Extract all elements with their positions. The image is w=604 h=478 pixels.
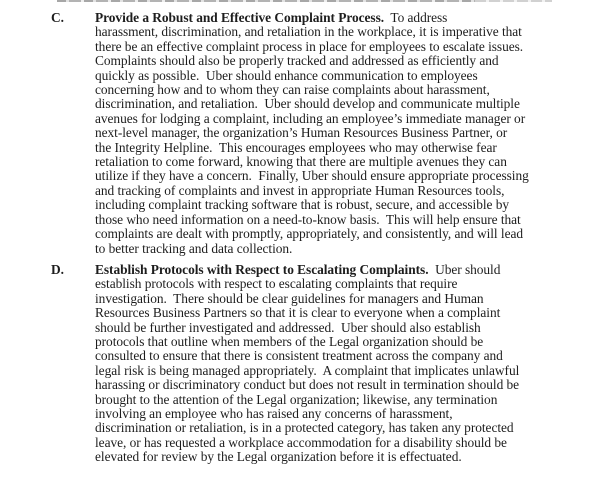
section-d-lines — [95, 277, 598, 464]
document-content — [51, 11, 598, 465]
section-c-lines — [95, 25, 598, 256]
text-line: elevated for review by the Legal organization before it is effectuated. — [95, 449, 462, 465]
section-d — [51, 263, 598, 465]
text-line: retaliation to come forward, knowing that there are multiple avenues they can — [95, 154, 507, 170]
section-d-body — [95, 263, 598, 465]
text-line: Resources Business Partners so that it is clear to everyone when a complaint — [95, 305, 501, 321]
text-line: there be an effective complaint process in place for employees to escalate issues. — [95, 38, 524, 54]
cut-off-text-remnant-dark-segment — [57, 0, 475, 2]
text-line: to better tracking and data collection. — [95, 240, 293, 256]
text-line: harassing or discriminatory conduct but does not result in termination should be — [95, 377, 520, 393]
text-line: should be further investigated and addressed. Uber should also establish — [95, 319, 481, 335]
text-line: Complaints should also be properly tracked and addressed as efficiently and — [95, 53, 499, 69]
text-line: establish protocols with respect to escalating complaints that require — [95, 276, 458, 292]
text-line: next-level manager, the organization’s Human Resources Business Partner, or — [95, 125, 508, 141]
section-c — [51, 11, 598, 256]
section-d-label: D. — [51, 261, 65, 277]
cut-off-text-remnant — [57, 0, 552, 2]
text-line — [95, 11, 598, 25]
heading-line-continuation: To address — [384, 10, 448, 25]
text-line: harassment, discrimination, and retaliation in the workplace, it is imperative that — [95, 24, 522, 40]
text-line: avenues for lodging a complaint, including an employee’s immediate manager or — [95, 110, 526, 126]
section-c-label: C. — [51, 10, 65, 25]
text-line: utilize if they have a concern. Finally, Uber should ensure appropriate processing — [95, 168, 529, 184]
text-line: concerning how and to whom they can raise complaints about harassment, — [95, 82, 490, 98]
text-line: discrimination, and retaliation. Uber should develop and communicate multiple — [95, 96, 520, 112]
cut-off-text-remnant-light-segment — [475, 0, 552, 2]
text-line: consulted to ensure that there is consistent treatment across the company and — [95, 348, 503, 364]
text-line: those who need information on a need-to-know basis. This will help ensure that — [95, 211, 521, 227]
text-line: including complaint tracking software that is robust, secure, and accessible by — [95, 197, 510, 213]
text-line: and tracking of complaints and invest in appropriate Human Resources tools, — [95, 182, 505, 198]
text-line: protocols that outline when members of the Legal organization should be — [95, 333, 484, 349]
text-line: brought to the attention of the Legal organization; likewise, any termination — [95, 391, 498, 407]
text-line: quickly as possible. Uber should enhance communication to employees — [95, 67, 478, 83]
section-d-heading: Establish Protocols with Respect to Escalating Complaints. — [95, 261, 429, 277]
text-line — [95, 263, 598, 277]
text-line: leave, or has requested a workplace accommodation for a disability should be — [95, 434, 507, 450]
text-line: discrimination or retaliation, is in a protected category, has taken any protected — [95, 420, 514, 436]
section-c-body — [95, 11, 598, 256]
text-line: legal risk is being managed appropriately. A complaint that implicates unlawful — [95, 362, 520, 378]
text-line: the Integrity Helpline. This encourages employees who may otherwise fear — [95, 139, 497, 155]
text-line: involving an employee who has raised any concerns of harassment, — [95, 405, 453, 421]
section-c-heading: Provide a Robust and Effective Complaint Process. — [95, 10, 385, 25]
text-line: investigation. There should be clear guidelines for managers and Human — [95, 290, 484, 306]
heading-line-continuation: Uber should — [428, 261, 501, 277]
text-line: complaints are dealt with promptly, appropriately, and consistently, and will lead — [95, 226, 524, 242]
